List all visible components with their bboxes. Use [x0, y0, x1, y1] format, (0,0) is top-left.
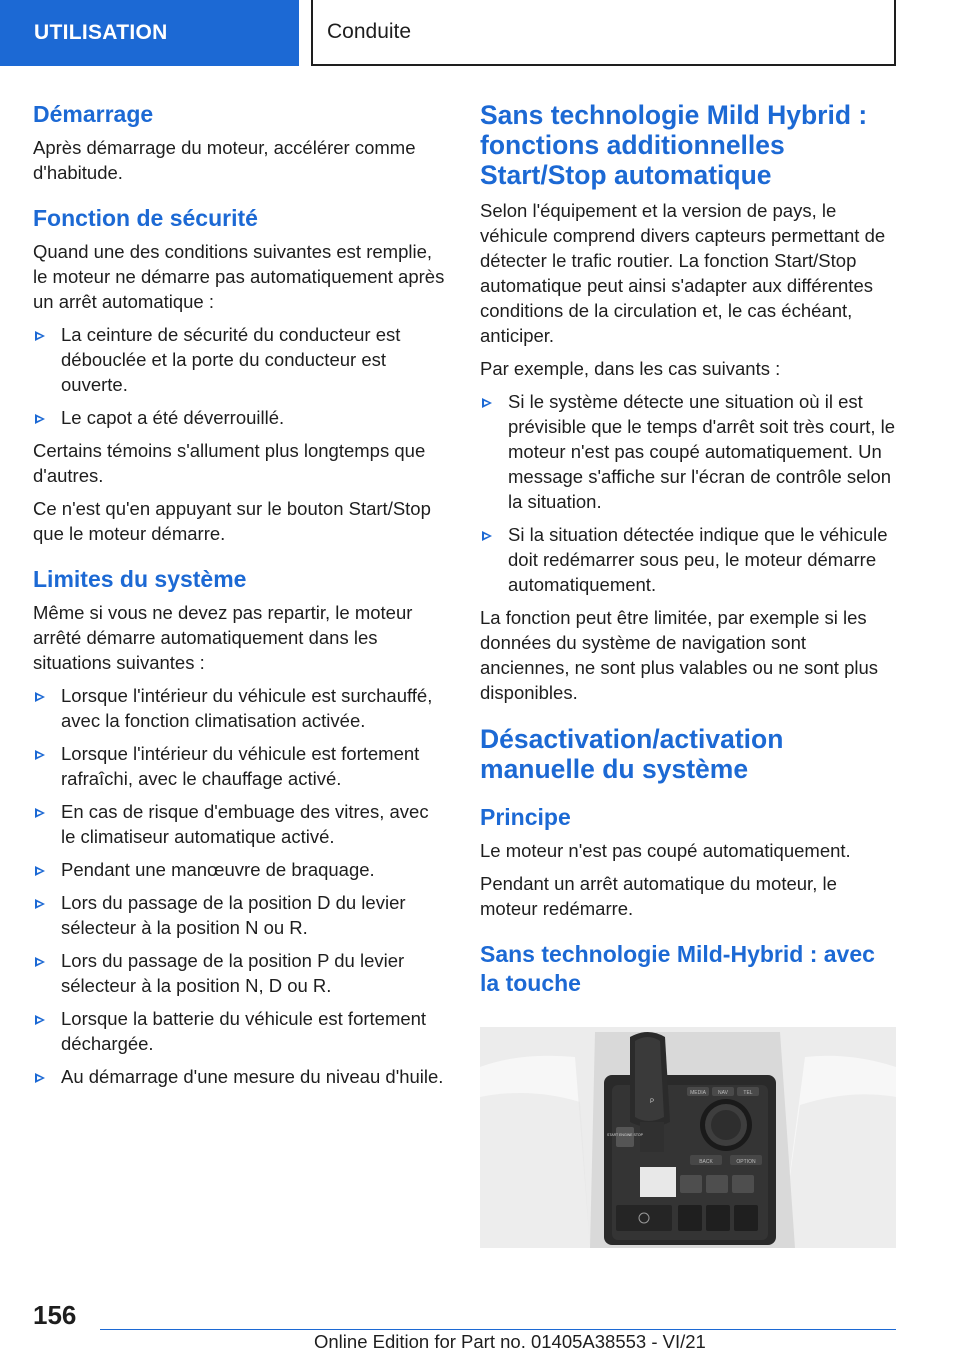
list-item: Au démarrage d'une mesure du niveau d'huile. — [33, 1064, 448, 1089]
svg-text:P: P — [649, 1099, 655, 1105]
bullet-list — [480, 389, 896, 597]
heading-avec-touche: Sans technologie Mild-Hybrid : avec la touche — [480, 941, 875, 996]
list-item: Lors du passage de la position D du levier sélecteur à la position N ou R. — [33, 890, 448, 940]
list-item: Si le système détecte une situation où il est prévisible que le temps d'arrêt soit très court, le moteur n'est pas coupé automatiquement. Un message s'affiche sur l'écran de contrôle selon la situation. — [480, 389, 896, 514]
list-item: Lors du passage de la position P du levier sélecteur à la position N, D ou R. — [33, 948, 448, 998]
heading-demarrage: Démarrage — [33, 101, 154, 127]
section-tab: UTILISATION — [0, 0, 299, 66]
list-item: Lorsque l'intérieur du véhicule est fortement rafraîchi, avec le chauffage activé. — [33, 741, 448, 791]
triangle-bullet-icon — [35, 414, 45, 424]
triangle-bullet-icon — [482, 531, 492, 541]
center-console-photo — [480, 1027, 896, 1248]
bullet-list — [33, 322, 448, 430]
triangle-bullet-icon — [35, 899, 45, 909]
list-item: Le capot a été déverrouillé. — [33, 405, 448, 430]
svg-text:START ENGINE STOP: START ENGINE STOP — [607, 1133, 643, 1137]
paragraph: Quand une des conditions suivantes est remplie, le moteur ne démarre pas automatiquement après un arrêt automatique : — [33, 241, 445, 312]
chapter-tab: Conduite — [311, 0, 896, 66]
svg-text:OPTION: OPTION — [736, 1159, 756, 1165]
triangle-bullet-icon — [35, 692, 45, 702]
left-column — [33, 100, 448, 1097]
triangle-bullet-icon — [35, 808, 45, 818]
svg-text:NAV: NAV — [718, 1090, 728, 1096]
footer-rule — [100, 1329, 896, 1330]
heading-sans-mild-hybrid: Sans technologie Mild Hybrid : fonctions additionnelles Start/Stop automatique — [480, 100, 868, 190]
triangle-bullet-icon — [35, 750, 45, 760]
svg-text:BACK: BACK — [699, 1159, 713, 1165]
list-item: Lorsque la batterie du véhicule est fortement déchargée. — [33, 1006, 448, 1056]
heading-limites-systeme: Limites du système — [33, 566, 247, 592]
triangle-bullet-icon — [35, 1015, 45, 1025]
heading-desactivation: Désactivation/activation manuelle du système — [480, 724, 784, 784]
center-console-illustration — [480, 1027, 896, 1248]
triangle-bullet-icon — [482, 398, 492, 408]
heading-fonction-securite: Fonction de sécurité — [33, 205, 258, 231]
list-item: La ceinture de sécurité du conducteur est débouclée et la porte du conducteur est ouverte. — [33, 322, 448, 397]
right-column — [480, 100, 896, 1004]
paragraph: Par exemple, dans les cas suivants : — [480, 358, 781, 379]
triangle-bullet-icon — [35, 331, 45, 341]
heading-principe: Principe — [480, 804, 571, 830]
svg-text:MEDIA: MEDIA — [690, 1090, 706, 1096]
paragraph: Certains témoins s'allument plus longtemps que d'autres. — [33, 440, 426, 486]
paragraph: La fonction peut être limitée, par exemple si les données du système de navigation sont anciennes, ne sont plus valables ou ne sont plus disponibles. — [480, 607, 879, 703]
page-number: 156 — [33, 1300, 77, 1330]
list-item: Si la situation détectée indique que le véhicule doit redémarrer sous peu, le moteur démarre automatiquement. — [480, 522, 896, 597]
triangle-bullet-icon — [35, 957, 45, 967]
footer-edition: Online Edition for Part no. 01405A38553 - VI/21 — [314, 1331, 706, 1352]
list-item: En cas de risque d'embuage des vitres, avec le climatiseur automatique activé. — [33, 799, 448, 849]
paragraph: Selon l'équipement et la version de pays, le véhicule comprend divers capteurs permettant de détecter le trafic routier. La fonction Start/Stop automatique peut ainsi s'adapter aux différentes conditions de la circulation et, le cas échéant, anticiper. — [480, 200, 886, 346]
paragraph: Le moteur n'est pas coupé automatiquement. — [480, 840, 851, 861]
bullet-list — [33, 683, 448, 1089]
triangle-bullet-icon — [35, 1073, 45, 1083]
list-item: Lorsque l'intérieur du véhicule est surchauffé, avec la fonction climatisation activée. — [33, 683, 448, 733]
triangle-bullet-icon — [35, 866, 45, 876]
svg-text:TEL: TEL — [743, 1090, 753, 1096]
list-item: Pendant une manœuvre de braquage. — [33, 857, 448, 882]
paragraph: Pendant un arrêt automatique du moteur, le moteur redémarre. — [480, 873, 837, 919]
paragraph: Ce n'est qu'en appuyant sur le bouton Start/Stop que le moteur démarre. — [33, 498, 431, 544]
paragraph: Même si vous ne devez pas repartir, le moteur arrêté démarre automatiquement dans les situations suivantes : — [33, 602, 413, 673]
paragraph: Après démarrage du moteur, accélérer comme d'habitude. — [33, 137, 416, 183]
